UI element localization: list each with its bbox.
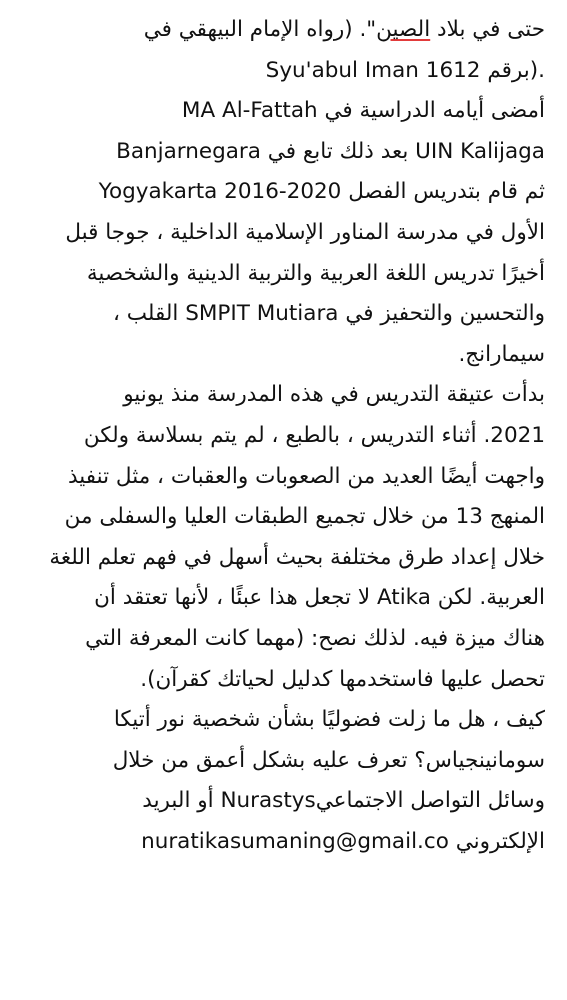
text-line-9: سيمارانج.: [458, 341, 545, 367]
text-line-15: العربية. لكن Atika لا تجعل هذا عبئًا ، لأنها تعتقد أن: [94, 585, 545, 611]
text-line-13: المنهج 13 من خلال تجميع الطبقات العليا والسفلى من: [64, 504, 545, 530]
text-line-2: Syu'abul Iman برقم 1612).: [265, 57, 545, 83]
text-line-8: والتحسين والتحفيز في SMPIT Mutiara القلب ،: [112, 301, 545, 327]
text-line-6: الأول في مدرسة المناور الإسلامية الداخلية ، جوجا قبل: [65, 219, 545, 245]
text-line-3: أمضى أيامه الدراسية في MA Al-Fattah: [181, 98, 545, 124]
text-line-1: [25, 10, 545, 51]
text-line-11: 2021. أثناء التدريس ، بالطبع ، لم يتم بسلاسة ولكن: [83, 422, 545, 448]
text-line-12: واجهت أيضًا العديد من الصعوبات والعقبات ، مثل تنفيذ: [67, 463, 545, 489]
text-line-19: سومانينجياس؟ تعرف عليه بشكل أعمق من خلال: [112, 747, 545, 773]
text-line-5: Yogyakarta 2016-2020 ثم قام بتدريس الفصل: [98, 179, 545, 205]
text-line-20: وسائل التواصل الاجتماعيNurastys أو البريد: [142, 788, 545, 814]
text-line-21: الإلكتروني nuratikasumaning@gmail.co: [141, 828, 545, 854]
text-line-1-pre: حتى في بلاد: [430, 17, 545, 42]
article-text: [25, 10, 545, 862]
text-line-10: بدأت عتيقة التدريس في هذه المدرسة منذ يونيو: [123, 382, 545, 408]
text-line-16: هناك ميزة فيه. لذلك نصح: (مهما كانت المعرفة التي: [85, 625, 545, 651]
text-line-14: خلال إعداد طرق مختلفة بحيث أسهل في فهم تعلم اللغة: [49, 544, 545, 570]
text-line-18: كيف ، هل ما زلت فضوليًا بشأن شخصية نور أتيكا: [113, 707, 545, 733]
text-line-4: Banjarnegara بعد ذلك تابع في UIN Kalijaga: [116, 138, 545, 164]
text-line-1-post: ". (رواه الإمام البيهقي في: [143, 17, 377, 42]
text-line-17: تحصل عليها فاستخدمها كدليل لحياتك كقرآن).: [140, 666, 545, 692]
text-line-7: أخيرًا تدريس اللغة العربية والتربية الدينية والشخصية: [86, 260, 545, 286]
underlined-word: الصين: [376, 17, 431, 42]
